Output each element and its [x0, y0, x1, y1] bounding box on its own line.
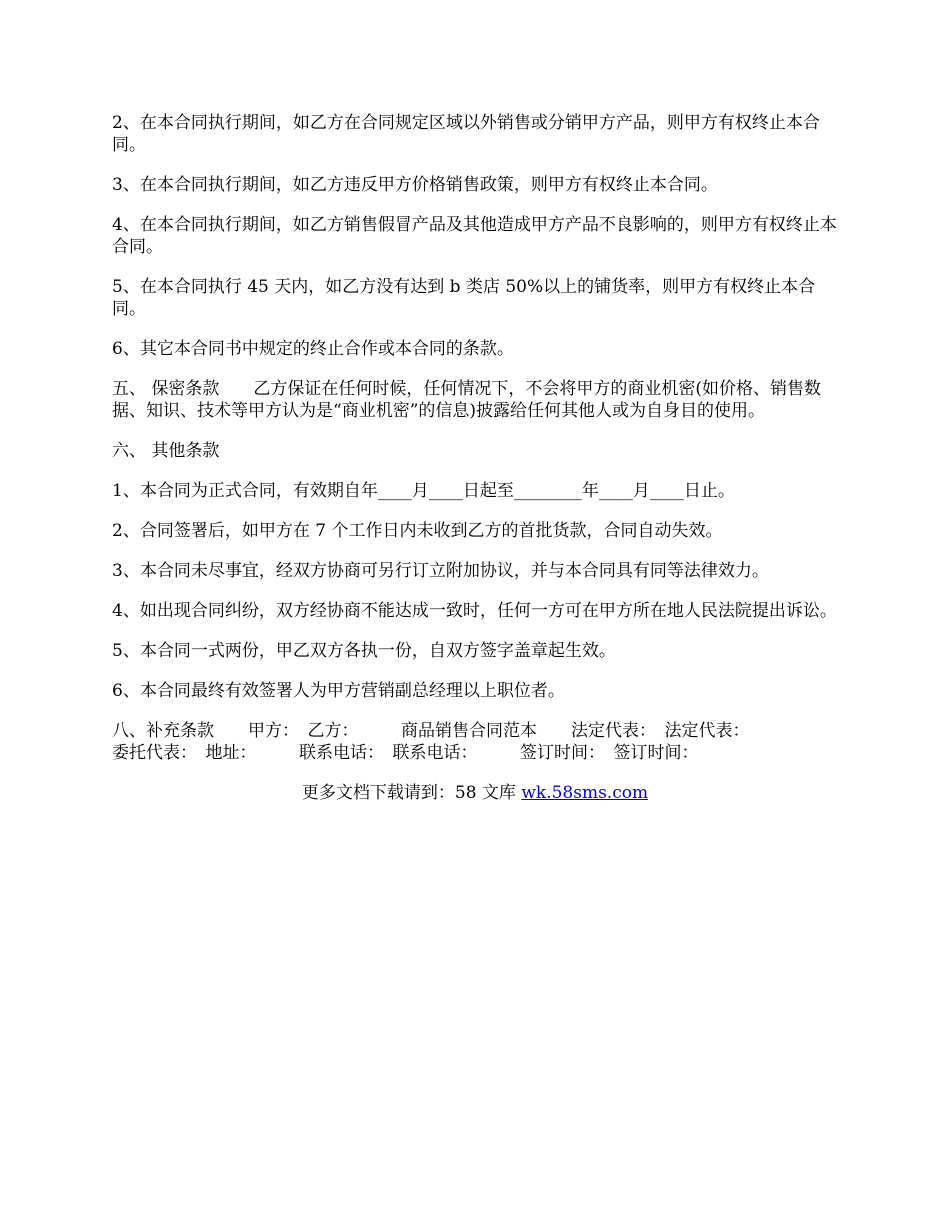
document-page [112, 112, 838, 804]
clause-terminate-4: 4、在本合同执行期间，如乙方销售假冒产品及其他造成甲方产品不良影响的，则甲方有权终止本合同。 [112, 215, 837, 257]
clause-other-4: 4、如出现合同纠纷，双方经协商不能达成一致时，任何一方可在甲方所在地人民法院提出诉讼。 [112, 601, 837, 621]
clause-other-6: 6、本合同最终有效签署人为甲方营销副总经理以上职位者。 [112, 681, 565, 701]
signature-line-2: 委托代表： 地址： 联系电话： 联系电话： 签订时间： 签订时间： [112, 743, 699, 763]
clause-terminate-3: 3、在本合同执行期间，如乙方违反甲方价格销售政策，则甲方有权终止本合同。 [112, 175, 718, 195]
download-footer [112, 782, 838, 804]
clause-other-2: 2、合同签署后，如甲方在 7 个工作日内未收到乙方的首批货款，合同自动失效。 [112, 521, 723, 541]
clause-terminate-2: 2、在本合同执行期间，如乙方在合同规定区域以外销售或分销甲方产品，则甲方有权终止本合同。 [112, 113, 820, 155]
signature-line-1: 八、补充条款 甲方： 乙方： 商品销售合同范本 法定代表： 法定代表： [112, 721, 750, 741]
signature-block [112, 720, 838, 764]
clause-other-1: 1、本合同为正式合同，有效期自年____月____日起至________年____月____日止。 [112, 481, 735, 501]
footer-link[interactable]: wk.58sms.com [521, 783, 649, 803]
clause-other-5: 5、本合同一式两份，甲乙双方各执一份，自双方签字盖章起生效。 [112, 641, 616, 661]
clause-other-3: 3、本合同未尽事宜，经双方协商可另行订立附加协议，并与本合同具有同等法律效力。 [112, 561, 769, 581]
section-confidentiality: 五、 保密条款 乙方保证在任何时候，任何情况下，不会将甲方的商业机密(如价格、销售数据、知识、技术等甲方认为是“商业机密”的信息)披露给任何其他人或为自身目的使用。 [112, 379, 822, 421]
footer-prefix: 更多文档下载请到：58 文库 [301, 783, 522, 803]
clause-terminate-6: 6、其它本合同书中规定的终止合作或本合同的条款。 [112, 339, 514, 359]
clause-terminate-5: 5、在本合同执行 45 天内，如乙方没有达到 b 类店 50%以上的铺货率，则甲方有权终止本合同。 [112, 277, 816, 319]
section-other-heading: 六、 其他条款 [112, 441, 220, 461]
